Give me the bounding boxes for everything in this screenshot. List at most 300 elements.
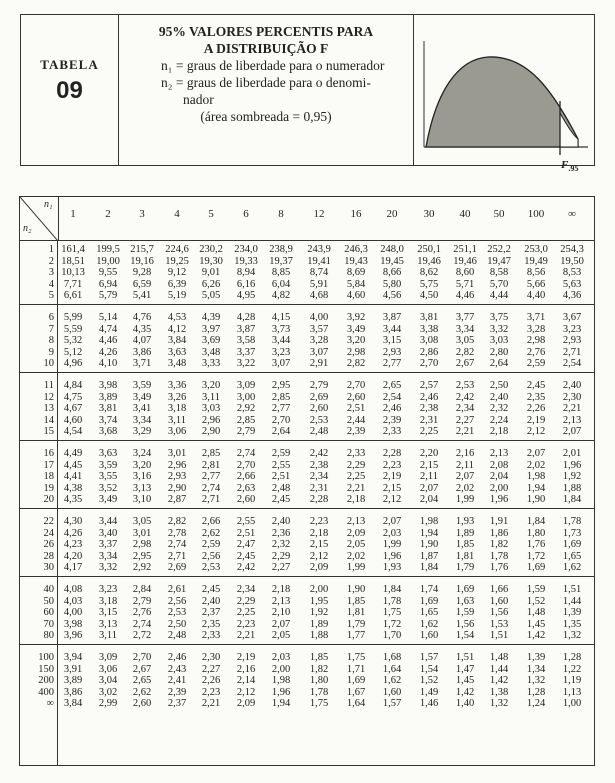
table-cell: 253,0 [524, 244, 548, 255]
table-cell: 1,88 [309, 630, 329, 642]
table-cell: 2,51 [236, 527, 256, 539]
row-n2-value: 13 [43, 403, 54, 415]
table-cell: 4,10 [98, 358, 118, 370]
table-cell: 3,75 [489, 312, 509, 323]
table-cell: 2,60 [236, 494, 256, 506]
table-cell: 1,75 [309, 698, 329, 710]
table-cell: 3,96 [63, 630, 83, 642]
table-cell: 4,41 [63, 471, 83, 483]
table-cell: 2,23 [236, 618, 256, 630]
table-cell: 2,25 [419, 426, 439, 438]
table-cell: 2,63 [236, 482, 256, 494]
table-cell: 1,22 [562, 663, 582, 675]
table-cell: 3,15 [382, 335, 402, 347]
table-cell: 2,57 [419, 380, 439, 391]
table-cell: 1,69 [455, 584, 475, 595]
table-cell: 2,56 [167, 595, 187, 607]
table-cell: 2,02 [455, 482, 475, 494]
table-cell: 1,98 [419, 516, 439, 527]
row-n2-value: 10 [43, 358, 54, 370]
table-cell: 3,03 [489, 335, 509, 347]
table-cell: 1,93 [455, 516, 475, 527]
table-cell: 1,64 [346, 698, 366, 710]
table-cell: 1,45 [526, 618, 546, 630]
column-header: 3 [139, 208, 145, 220]
table-cell: 4,00 [63, 607, 83, 619]
table-cell: 1,32 [562, 630, 582, 642]
column-header: 40 [459, 208, 471, 220]
table-cell: 1,38 [489, 686, 509, 698]
table-cell: 2,96 [167, 459, 187, 471]
table-cell: 3,98 [63, 618, 83, 630]
table-cell: 19,37 [269, 255, 293, 267]
table-cell: 3,36 [167, 380, 187, 391]
table-cell: 19,25 [165, 255, 189, 267]
table-cell: 1,99 [455, 494, 475, 506]
table-cell: 1,60 [419, 630, 439, 642]
table-cell: 4,96 [63, 358, 83, 370]
table-cell: 2,40 [489, 391, 509, 403]
table-label: TABELA [40, 57, 99, 72]
table-cell: 1,82 [309, 663, 329, 675]
table-cell: 9,28 [132, 267, 152, 279]
table-cell: 2,37 [167, 698, 187, 710]
table-cell: 1,98 [271, 675, 291, 687]
table-cell: 3,20 [201, 380, 221, 391]
table-cell: 2,92 [236, 403, 256, 415]
table-cell: 1,49 [419, 686, 439, 698]
table-cell: 1,65 [419, 607, 439, 619]
table-cell: 2,96 [201, 414, 221, 426]
table-cell: 4,12 [167, 323, 187, 335]
table-cell: 1,85 [309, 652, 329, 663]
table-cell: 2,45 [201, 584, 221, 595]
n2-definition: n₂ = graus de liberdade para o denomi- [161, 75, 371, 90]
table-cell: 3,94 [63, 652, 83, 663]
table-cell: 1,62 [562, 562, 582, 574]
table-corner [20, 197, 59, 241]
row-n2-value: 15 [43, 426, 54, 438]
table-cell: 4,20 [63, 550, 83, 562]
table-cell: 2,65 [382, 380, 402, 391]
table-cell: 2,44 [346, 414, 366, 426]
table-cell: 1,19 [562, 675, 582, 687]
table-cell: 1,79 [455, 562, 475, 574]
table-cell: 8,69 [346, 267, 366, 279]
table-cell: 2,64 [489, 358, 509, 370]
table-cell: 1,51 [489, 630, 509, 642]
table-cell: 1,54 [419, 663, 439, 675]
table-cell: 2,39 [346, 426, 366, 438]
table-cell: 2,47 [236, 539, 256, 551]
f-percentile-table [19, 196, 595, 766]
table-cell: 5,59 [63, 323, 83, 335]
table-cell: 2,70 [346, 380, 366, 391]
table-cell: 2,01 [562, 448, 582, 459]
table-cell: 2,13 [271, 595, 291, 607]
table-cell: 1,94 [271, 698, 291, 710]
table-cell: 2,37 [201, 607, 221, 619]
table-cell: 1,57 [382, 698, 402, 710]
table-cell: 1,79 [346, 618, 366, 630]
table-cell: 3,23 [98, 584, 118, 595]
table-cell: 3,37 [98, 539, 118, 551]
row-n2-value: 24 [43, 527, 54, 539]
row-n2-value: 3 [48, 267, 54, 279]
table-cell: 4,40 [526, 290, 546, 302]
table-cell: 3,03 [201, 403, 221, 415]
table-cell: 1,48 [526, 607, 546, 619]
table-cell: 4,30 [63, 516, 83, 527]
table-cell: 2,39 [382, 414, 402, 426]
table-cell: 1,72 [382, 618, 402, 630]
table-cell: 2,14 [236, 675, 256, 687]
table-cell: 1,84 [526, 516, 546, 527]
table-cell: 2,00 [489, 482, 509, 494]
table-cell: 2,38 [419, 403, 439, 415]
table-cell: 3,07 [309, 346, 329, 358]
table-cell: 3,59 [98, 459, 118, 471]
table-cell: 1,56 [455, 618, 475, 630]
table-cell: 2,15 [419, 459, 439, 471]
table-cell: 2,28 [309, 494, 329, 506]
table-cell: 2,60 [132, 698, 152, 710]
table-cell: 161,4 [61, 244, 85, 255]
table-cell: 2,84 [132, 584, 152, 595]
table-cell: 3,48 [201, 346, 221, 358]
group-rule [20, 372, 594, 373]
table-cell: 1,67 [346, 686, 366, 698]
column-header: 30 [423, 208, 435, 220]
table-cell: 3,74 [98, 414, 118, 426]
table-cell: 1,75 [346, 652, 366, 663]
table-cell: 2,16 [455, 448, 475, 459]
table-cell: 2,31 [419, 414, 439, 426]
table-cell: 1,76 [526, 539, 546, 551]
table-cell: 2,59 [271, 448, 291, 459]
table-cell: 4,28 [236, 312, 256, 323]
table-cell: 1,28 [562, 652, 582, 663]
table-cell: 3,73 [271, 323, 291, 335]
table-cell: 1,77 [346, 630, 366, 642]
table-cell: 2,76 [526, 346, 546, 358]
table-cell: 1,78 [562, 516, 582, 527]
table-cell: 1,54 [455, 630, 475, 642]
table-cell: 19,43 [344, 255, 368, 267]
table-cell: 1,13 [562, 686, 582, 698]
table-cell: 2,66 [201, 516, 221, 527]
table-cell: 5,84 [346, 278, 366, 290]
row-n2-value: 150 [38, 663, 54, 675]
f95-label: $F_{.95}$ [561, 159, 579, 174]
table-cell: 4,07 [132, 335, 152, 347]
table-cell: 4,17 [63, 562, 83, 574]
table-cell: 3,32 [98, 562, 118, 574]
table-cell: 2,09 [309, 562, 329, 574]
table-cell: 9,01 [201, 267, 221, 279]
table-cell: 199,5 [96, 244, 120, 255]
table-cell: 246,3 [344, 244, 368, 255]
table-cell: 2,53 [167, 607, 187, 619]
table-cell: 1,74 [419, 584, 439, 595]
table-cell: 5,14 [98, 312, 118, 323]
table-cell: 2,00 [271, 663, 291, 675]
group-rule [20, 304, 594, 305]
table-cell: 3,11 [168, 414, 186, 426]
table-cell: 1,84 [382, 584, 402, 595]
table-cell: 5,99 [63, 312, 83, 323]
table-cell: 19,46 [453, 255, 477, 267]
table-cell: 4,82 [271, 290, 291, 302]
table-cell: 2,77 [201, 471, 221, 483]
table-cell: 2,95 [132, 550, 152, 562]
table-cell: 2,86 [419, 346, 439, 358]
table-cell: 1,78 [309, 686, 329, 698]
table-cell: 3,48 [167, 358, 187, 370]
table-cell: 6,61 [63, 290, 83, 302]
table-cell: 3,15 [98, 607, 118, 619]
table-cell: 5,71 [455, 278, 475, 290]
table-cell: 3,09 [98, 652, 118, 663]
group-rule [20, 576, 594, 577]
table-cell: 2,08 [489, 459, 509, 471]
table-cell: 5,70 [489, 278, 509, 290]
table-cell: 1,86 [489, 527, 509, 539]
n1-definition: n₁ = graus de liberdade para o numerador [161, 58, 385, 73]
table-cell: 3,00 [236, 391, 256, 403]
row-n2-value: 7 [48, 323, 54, 335]
table-cell: 2,31 [309, 482, 329, 494]
table-cell: 2,45 [236, 550, 256, 562]
table-cell: 3,92 [346, 312, 366, 323]
table-cell: 252,2 [487, 244, 511, 255]
table-cell: 2,27 [455, 414, 475, 426]
table-cell: 5,91 [309, 278, 329, 290]
table-cell: 1,64 [382, 663, 402, 675]
table-cell: 2,42 [309, 448, 329, 459]
table-cell: 4,15 [271, 312, 291, 323]
table-cell: 2,24 [489, 414, 509, 426]
n2-definition-cont: nador [183, 92, 214, 107]
table-cell: 2,71 [201, 494, 221, 506]
table-cell: 2,93 [562, 335, 582, 347]
table-cell: 2,78 [167, 527, 187, 539]
table-cell: 3,05 [455, 335, 475, 347]
table-cell: 8,58 [489, 267, 509, 279]
table-cell: 1,92 [309, 607, 329, 619]
table-cell: 2,09 [346, 527, 366, 539]
table-cell: 3,01 [132, 527, 152, 539]
table-cell: 1,70 [382, 630, 402, 642]
table-cell: 2,34 [455, 403, 475, 415]
table-cell: 2,42 [236, 562, 256, 574]
table-cell: 4,54 [63, 426, 83, 438]
table-number: 09 [56, 77, 83, 104]
table-cell: 1,80 [309, 675, 329, 687]
table-cell: 2,59 [201, 539, 221, 551]
row-n2-value: 70 [43, 618, 54, 630]
table-cell: 2,29 [236, 595, 256, 607]
table-cell: 4,26 [98, 346, 118, 358]
table-cell: 2,05 [346, 539, 366, 551]
table-cell: 2,53 [201, 562, 221, 574]
table-cell: 2,46 [382, 403, 402, 415]
column-header: 2 [105, 208, 111, 220]
table-cell: 2,98 [346, 346, 366, 358]
table-cell: 2,30 [562, 391, 582, 403]
table-cell: 3,23 [562, 323, 582, 335]
table-cell: 2,34 [236, 584, 256, 595]
table-cell: 2,18 [271, 584, 291, 595]
table-cell: 4,08 [63, 584, 83, 595]
table-cell: 2,11 [456, 459, 474, 471]
table-cell: 3,63 [167, 346, 187, 358]
table-cell: 1,80 [526, 527, 546, 539]
table-cell: 3,05 [132, 516, 152, 527]
table-cell: 3,20 [346, 335, 366, 347]
table-cell: 2,90 [167, 482, 187, 494]
table-cell: 2,81 [201, 459, 221, 471]
table-cell: 3,71 [526, 312, 546, 323]
table-cell: 8,85 [271, 267, 291, 279]
table-cell: 4,56 [382, 290, 402, 302]
table-cell: 2,43 [167, 663, 187, 675]
title-line-2: A DISTRIBUIÇÃO F [203, 41, 329, 56]
table-cell: 1,98 [526, 471, 546, 483]
table-cell: 3,89 [63, 675, 83, 687]
table-cell: 1,96 [382, 550, 402, 562]
table-cell: 4,60 [346, 290, 366, 302]
table-cell: 1,32 [489, 698, 509, 710]
table-cell: 1,89 [309, 618, 329, 630]
table-cell: 2,29 [271, 550, 291, 562]
header-divider-right [413, 15, 414, 165]
table-cell: 1,34 [526, 663, 546, 675]
table-cell: 2,21 [201, 698, 221, 710]
table-cell: 1,69 [419, 595, 439, 607]
table-cell: 1,59 [455, 607, 475, 619]
table-cell: 2,80 [489, 346, 509, 358]
table-cell: 2,70 [236, 459, 256, 471]
f-distribution-curve-illustration [418, 21, 590, 161]
table-cell: 2,76 [132, 607, 152, 619]
table-cell: 2,95 [271, 380, 291, 391]
table-cell: 2,18 [346, 494, 366, 506]
corner-n1: n₁ [44, 199, 53, 210]
table-cell: 5,41 [132, 290, 152, 302]
table-cell: 4,95 [236, 290, 256, 302]
table-cell: 4,45 [63, 459, 83, 471]
table-cell: 4,35 [63, 494, 83, 506]
row-n2-value: 2 [48, 255, 54, 267]
table-cell: 1,56 [489, 607, 509, 619]
area-note: (área sombreada = 0,95) [200, 109, 332, 124]
table-cell: 2,79 [132, 595, 152, 607]
table-cell: 2,62 [132, 686, 152, 698]
table-cell: 2,26 [201, 675, 221, 687]
table-cell: 1,72 [526, 550, 546, 562]
table-cell: 3,06 [98, 663, 118, 675]
table-cell: 1,44 [562, 595, 582, 607]
row-n2-value: 28 [43, 550, 54, 562]
table-cell: 5,66 [526, 278, 546, 290]
table-cell: 1,81 [455, 550, 475, 562]
table-cell: 2,35 [201, 618, 221, 630]
table-cell: 2,03 [382, 527, 402, 539]
table-cell: 19,46 [417, 255, 441, 267]
table-cell: 1,35 [562, 618, 582, 630]
table-cell: 1,69 [346, 675, 366, 687]
table-cell: 2,25 [346, 471, 366, 483]
table-cell: 1,42 [526, 630, 546, 642]
row-n2-value: 22 [43, 516, 54, 527]
table-cell: 1,96 [271, 686, 291, 698]
table-cell: 230,2 [199, 244, 223, 255]
table-cell: 2,46 [167, 652, 187, 663]
table-cell: 4,50 [419, 290, 439, 302]
table-cell: 2,77 [271, 403, 291, 415]
table-cell: 19,41 [307, 255, 331, 267]
table-cell: 1,62 [382, 675, 402, 687]
row-n2-value: 19 [43, 482, 54, 494]
table-cell: 2,70 [419, 358, 439, 370]
table-cell: 3,41 [132, 403, 152, 415]
table-cell: 1,90 [346, 584, 366, 595]
table-cell: 1,85 [346, 595, 366, 607]
table-cell: 2,04 [419, 494, 439, 506]
table-cell: 6,59 [132, 278, 152, 290]
table-cell: 2,53 [455, 380, 475, 391]
table-cell: 1,93 [382, 562, 402, 574]
table-cell: 1,45 [455, 675, 475, 687]
table-cell: 2,15 [309, 539, 329, 551]
table-cell: 2,13 [562, 414, 582, 426]
table-cell: 2,50 [489, 380, 509, 391]
table-cell: 1,57 [419, 652, 439, 663]
table-cell: 2,40 [271, 516, 291, 527]
table-cell: 2,53 [309, 414, 329, 426]
row-n2-value: 1 [48, 244, 54, 255]
table-cell: 1,62 [419, 618, 439, 630]
row-n2-value: 40 [43, 584, 54, 595]
table-cell: 3,49 [346, 323, 366, 335]
table-cell: 2,20 [419, 448, 439, 459]
table-cell: 2,51 [346, 403, 366, 415]
table-cell: 3,44 [271, 335, 291, 347]
table-cell: 2,65 [132, 675, 152, 687]
table-cell: 3,87 [382, 312, 402, 323]
table-cell: 224,6 [165, 244, 189, 255]
table-cell: 2,98 [132, 539, 152, 551]
table-cell: 2,07 [526, 448, 546, 459]
table-cell: 2,40 [562, 380, 582, 391]
table-cell: 3,49 [98, 494, 118, 506]
table-cell: 8,53 [562, 267, 582, 279]
row-n2-value: 6 [48, 312, 54, 323]
table-cell: 2,16 [236, 663, 256, 675]
table-cell: 254,3 [560, 244, 584, 255]
row-n2-value: 20 [43, 494, 54, 506]
table-cell: 4,38 [63, 482, 83, 494]
table-cell: 2,13 [489, 448, 509, 459]
table-cell: 4,67 [63, 403, 83, 415]
table-cell: 2,54 [562, 358, 582, 370]
table-cell: 1,94 [419, 527, 439, 539]
table-cell: 1,32 [526, 675, 546, 687]
table-cell: 19,16 [130, 255, 154, 267]
table-cell: 3,44 [98, 516, 118, 527]
table-cell: 3,84 [63, 698, 83, 710]
